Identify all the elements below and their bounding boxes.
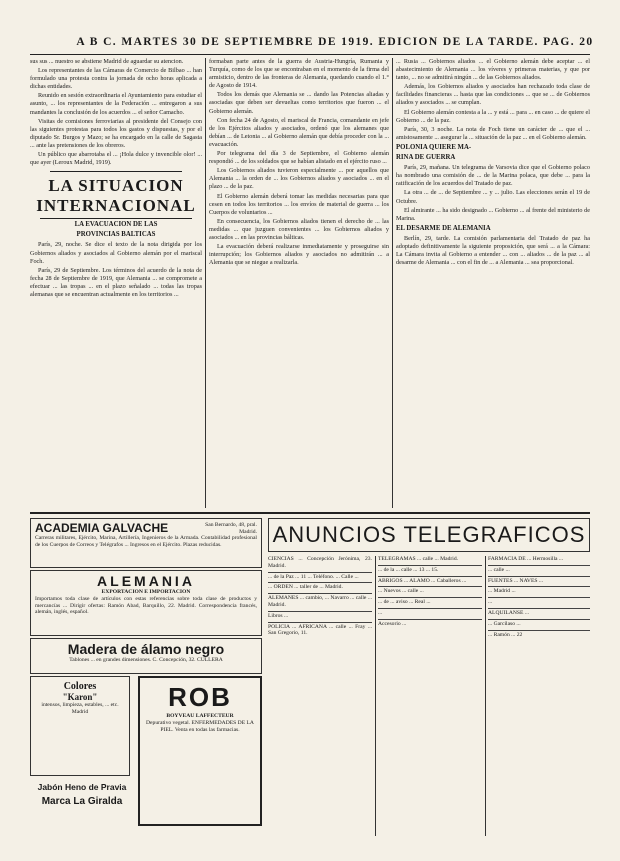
tele-ad: ... Garcilaso ...	[488, 621, 590, 631]
alemania-text: Importamos toda clase de artículos con estas referencias sobre toda clase de productos y mercancías ... Dirigir ofertas: Ramón Abad, Barquillo, 22. Madrid. Correspondencia francés, alemán, inglés, español.	[35, 595, 257, 616]
alemania-title: ALEMANIA	[97, 573, 195, 589]
tele-ad: CIENCIAS ... Concepción Jerónima, 23. Madrid.	[268, 556, 372, 573]
ad-colores	[30, 676, 130, 776]
alemania-subtitle: EXPORTACION E IMPORTACION	[101, 589, 191, 595]
column-divider	[50, 171, 182, 172]
column-rule	[392, 58, 393, 508]
col2-paragraph: Con fecha 24 de Agosto, el mariscal de Francia, comandante en jefe de los Ejércitos aliados y asociados, ordenó que los alemanes que debían ... de Letonia ... al Gobierno alemán que debía proceder con la ... evacuación.	[209, 116, 389, 148]
tele-ad: ... Nuevos ... calle ...	[378, 588, 482, 598]
subheading: POLONIA QUIERE MA-	[396, 143, 472, 151]
subheading: LA EVACUACION DE LAS	[74, 221, 158, 229]
telegraphic-column-1	[268, 556, 372, 836]
tele-ad: ...	[378, 610, 482, 620]
madera-title: Madera de álamo negro	[67, 641, 225, 657]
rob-text: Depurativo vegetal. ENFERMEDADES DE LA PIEL. Venta en todas las farmacias.	[146, 719, 254, 733]
col3-paragraph: El Gobierno alemán contesta a la ... y está ... para ... en caso ... de quiere el Gobierno ... de la paz.	[396, 108, 590, 124]
tele-ad: Libros ...	[268, 613, 372, 623]
tele-ad: ... Madrid ...	[488, 588, 590, 598]
col2-paragraph: Por telegrama del día 3 de Septiembre, el Gobierno alemán respondió ... de los soldados que se habían alistado en el ejército ruso ...	[209, 150, 389, 166]
banner-title: ANUNCIOS TELEGRAFICOS	[272, 522, 586, 547]
ad-madera	[30, 638, 262, 674]
banner-box	[268, 518, 590, 552]
headline-situacion: LA SITUACION	[48, 176, 184, 196]
col2-paragraph: formaban parte antes de la guerra de Austria-Hungría, Rumania y Turquía, como de los que se encontraban en el momento de la firma del armisticio, dentro de las fronteras de Alemania, quedando cuando el 1.° de Agosto de 1914.	[209, 58, 389, 90]
tele-ad: ... ORDEN ... taller de ... Madrid.	[268, 584, 372, 594]
tele-ad: ... de la ... calle ... 13 ... 15.	[378, 567, 482, 577]
ad-alemania	[30, 570, 262, 636]
headline-internacional: INTERNACIONAL	[36, 196, 196, 216]
column-rule	[375, 556, 376, 836]
col2-paragraph: La evacuación deberá realizarse inmediatamente y proseguirse sin interrupción; los Gobiernos aliados y asociados no admitirán ... a Alemania que se niegue a realizarla.	[209, 243, 389, 267]
colores-title: Colores	[63, 681, 97, 692]
col2-paragraph: Todos los demás que Alemania se ... dando las Potencias aliadas y asociadas que deben ser devueltas como territorios que fueron ... el Gobierno alemán.	[209, 91, 389, 115]
col3-paragraph: París, 30, 3 noche. La nota de Foch tiene un carácter de ... que el ... amistosamente ... asegurar la ... situación de la paz ... en el Gobierno alemán.	[396, 125, 590, 141]
header-rule	[30, 54, 590, 55]
col1-paragraph: Visitas de comisiones ferroviarias al presidente del Consejo con las siguientes protestas para todos los gastos y dispuestas, y por el diputado Sr. Burgos y Mazo; se ha encargado en la calle de Sagasta ... ante las pretensiones de los obreros.	[30, 117, 202, 149]
tele-ad: TELEGRAMAS ... calle ... Madrid.	[378, 556, 482, 566]
tele-ad: ... de ... aviso ... Real ...	[378, 599, 482, 609]
tele-ad: ... Ramón ... 22	[488, 631, 523, 638]
column-2	[209, 58, 389, 508]
column-3	[396, 58, 590, 508]
column-rule	[205, 58, 206, 508]
telegraphic-column-3	[488, 556, 590, 836]
tele-ad: ALQUILANSE ...	[488, 610, 590, 620]
ad-academia	[30, 518, 262, 568]
academia-address: San Bernardo, 48, pral. Madrid.	[205, 522, 257, 535]
col2-paragraph: En consecuencia, los Gobiernos aliados tienen el derecho de ... las medidas ... que juzguen convenientes ... los Gobiernos aliados y asociados ... en las provincias bálticas.	[209, 217, 389, 241]
tele-ad: ...	[488, 599, 590, 609]
academia-text: Carreras militares, Ejército, Marina, Artillería, Ingenieros de la Armada. Contabilidad profesional de los Cuerpos de Correos y Telégrafos ... Ingresos en el Ejército. Plazas reducidas.	[35, 535, 257, 548]
tele-ad: ALEMANES ... cambio, ... Navarro ... calle ... Madrid.	[268, 595, 372, 612]
col3-paragraph: París, 29, mañana. Un telegrama de Varsovia dice que el Gobierno polaco ha nombrado una comisión de ... de la Marina polaca, que debe ... para la ratificación de los acuerdos del Tratado de paz.	[396, 164, 590, 188]
column-1	[30, 58, 202, 508]
jabon-subtitle: Marca La Giralda	[41, 796, 123, 807]
tele-ad: ABRIGOS ... ALAMO ... Caballeros ...	[378, 578, 482, 588]
tele-ad: ... calle ...	[488, 567, 590, 577]
masthead: A B C. MARTES 30 DE SEPTIEMBRE DE 1919. EDICION DE LA TARDE. PAG. 20	[76, 36, 594, 48]
colores-brand: "Karon"	[62, 692, 98, 702]
telegraphic-column-2	[378, 556, 482, 836]
col3-paragraph: ... Rusia ... Gobiernos aliados ... el Gobierno alemán debe aceptar ... el abastecimiento de Alemania ... los víveres y primeras materias, y que por tanto, ... no se admitirá ningún ... de las Gobiernos aliados.	[396, 58, 590, 82]
section-rule	[30, 512, 590, 514]
academia-title: ACADEMIA GALVACHE	[35, 521, 169, 535]
col3-paragraph: Además, los Gobiernos aliados y asociados han rechazado toda clase de facilidades financieras ... hasta que las condiciones ... que se ... de Gobiernos aliados y asociados ... se cumplan.	[396, 83, 590, 107]
col3-paragraph: La otra ... de ... de Septiembre ... y ... julio. Las elecciones serán el 19 de Octubre.	[396, 189, 590, 205]
tele-ad: FARMACIA DE ... Hermosilla ...	[488, 556, 590, 566]
ad-rob	[138, 676, 262, 826]
ad-jabon	[30, 782, 134, 826]
subheading: RINA DE GUERRA	[396, 154, 456, 162]
madera-text: Tablones ... en grandes dimensiones. C. Concepción, 32. CULLERA	[69, 657, 223, 663]
col1-paragraph: París, 29, noche. Se dice el texto de la nota dirigida por los Gobiernos aliados y asociados al Gobierno alemán por el mariscal Foch.	[30, 241, 202, 265]
col1-paragraph: Reunido en sesión extraordinaria el Ayuntamiento para estudiar el asunto, ... los representantes de la Federación ... entregaron a sus mandantes la conclusión de los acuerdos ... el señor Camacho.	[30, 92, 202, 116]
tele-ad: POLICIA ... AFRICANA ... calle ... Fray ... San Gregorio, 11.	[268, 623, 372, 637]
column-rule	[485, 556, 486, 836]
rob-subtitle: BOYVEAU LAFFECTEUR	[166, 713, 234, 719]
subheading: EL DESARME DE ALEMANIA	[396, 224, 491, 232]
tele-ad: ... de la Paz ... 11 ... Teléfono. ... Calle ...	[268, 574, 372, 584]
tele-ad: FUENTES ... NAVES ...	[488, 578, 590, 588]
headline-rule	[40, 218, 192, 219]
col3-paragraph: El almirante ... ha sido designado ... Gobierno ... al frente del ministerio de Marina.	[396, 206, 590, 222]
col3-paragraph: Berlín, 29, tarde. La comisión parlamentaria del Tratado de paz ha adoptado definitivamente la siguiente proposición, que será ... a la Cámara: La Cámara invita al Gobierno a entender ... con ... aliados ... de la paz ... al desarme de Alemania ... con el fin de ... a Alemania ... sea proporcional.	[396, 234, 590, 267]
col1-paragraph: Los representantes de las Cámaras de Comercio de Bilbao ... han formulado una protesta contra la jornada de ocho horas aplicada a dichas entidades.	[30, 67, 202, 91]
jabon-title: Jabón Heno de Pravia	[37, 782, 127, 792]
subheading: PROVINCIAS BALTICAS	[76, 231, 156, 239]
rob-title: ROB	[168, 682, 232, 712]
col1-paragraph: sus sus ... nuestro se abstiene Madrid de aguardar su atencion.	[30, 58, 184, 65]
colores-text: intensos, limpieza, estables, ... etc. Madrid	[41, 702, 119, 715]
col1-paragraph: Un público que abarrotaba el ... ¡Hola dulce y invencible olor! ... que ayer (Leroux Madrid, 1919).	[30, 151, 202, 167]
tele-ad: Accesorio ...	[378, 620, 407, 627]
col2-paragraph: El Gobierno alemán deberá tomar las medidas necesarias para que cesen en todos los territorios ... los envíos de material de guerra ... los Cuerpos de voluntarios ...	[209, 192, 389, 216]
col2-paragraph: Los Gobiernos aliados tuvieron especialmente ... por aquellos que Alemania ... la orden de ... los Gobiernos aliados y asociados ... en el plazo ... de la paz.	[209, 167, 389, 191]
col1-paragraph: París, 29 de Septiembre. Los términos del acuerdo de la nota de fecha 28 de Septiembre de 1919, que Alemania ... se compromete a efectuar ... las tropas ... en el plazo señalado ... todas las tropas alemanas que se encuentran actualmente en los territorios ...	[30, 266, 202, 298]
